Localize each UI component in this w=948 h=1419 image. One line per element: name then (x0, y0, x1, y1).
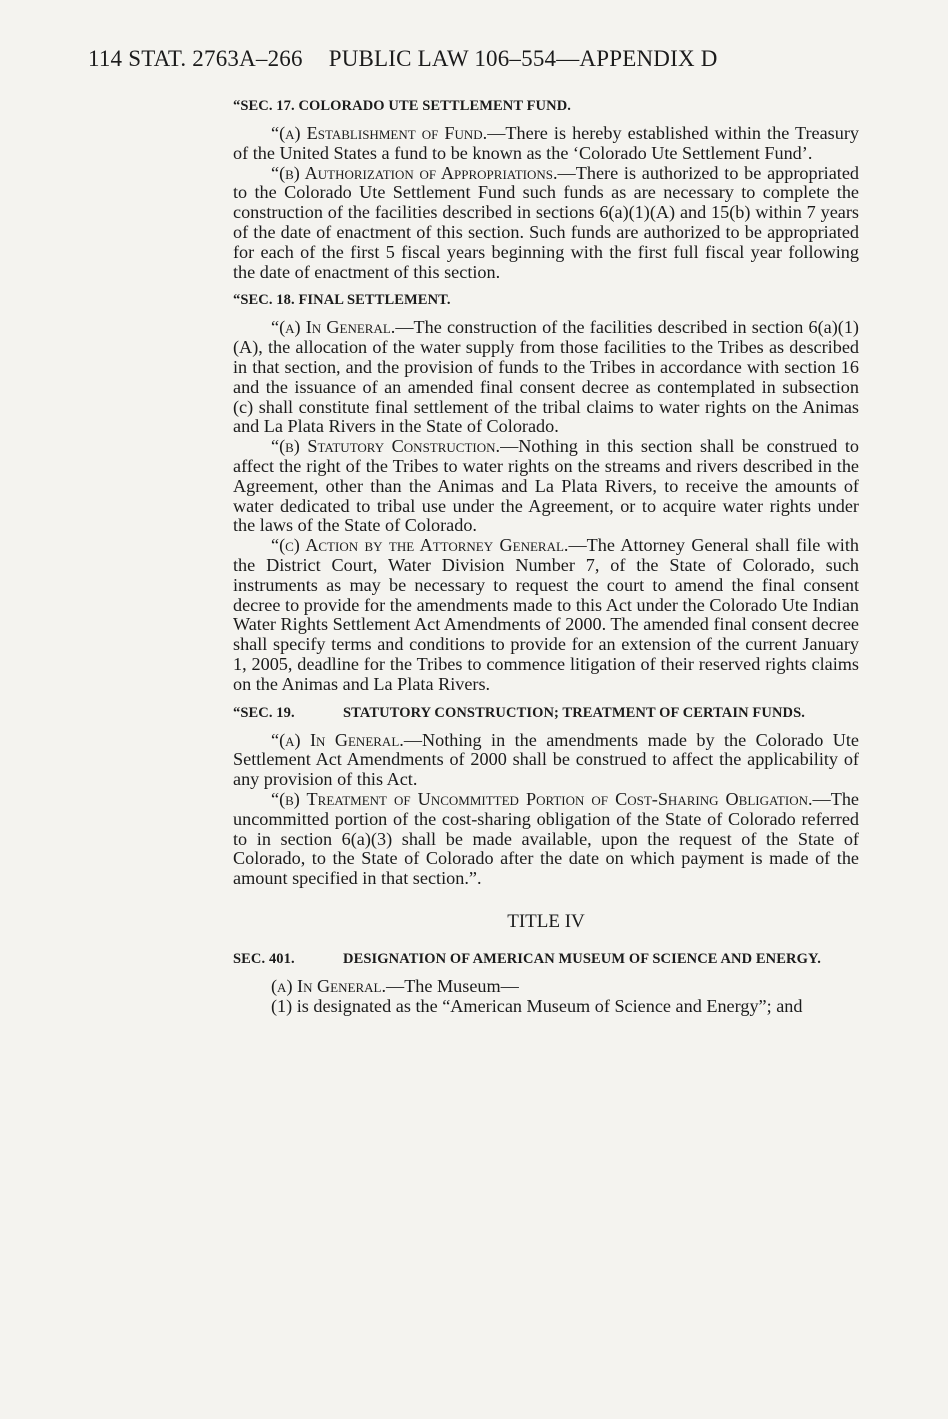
law-title: PUBLIC LAW 106–554—APPENDIX D (328, 46, 718, 71)
section-18-heading: “SEC. 18. FINAL SETTLEMENT. (233, 292, 451, 309)
section-17-a (233, 124, 859, 164)
subsection-text: —Nothing in this section shall be construed to affect the right of the Tribes to water rights on the streams and rivers described in the Agreement, other than the Animas and La Plata Rivers, to receive the amounts of water dedicated to tribal use under the Agreement, or to acquire water rights under the laws of the State of Colorado. (233, 436, 859, 536)
subsection-text: —The uncommitted portion of the cost-sharing obligation of the State of Colorado referred to in section 6(a)(3) shall be made available, upon the request of the State of Colorado, to the State of Colorado after the date on which payment is made of the amount specified in that section.”. (233, 788, 859, 889)
subsection-heading: “(a) In General. (271, 729, 404, 750)
section-19-a (233, 731, 859, 790)
section-401-a-1: (1) is designated as the “American Museum of Science and Energy”; and (271, 995, 803, 1016)
body-text (233, 96, 859, 1016)
section-title: DESIGNATION OF AMERICAN MUSEUM OF SCIENCE AND ENERGY. (343, 950, 821, 967)
section-19-heading (233, 703, 859, 723)
title-heading: TITLE IV (507, 910, 585, 932)
section-18-c (233, 536, 859, 694)
subsection-heading: (a) In General. (271, 975, 386, 996)
section-17-b (233, 164, 859, 283)
subsection-heading: “(a) Establishment of Fund. (271, 123, 488, 143)
section-number: SEC. 401. (233, 950, 295, 967)
section-title: STATUTORY CONSTRUCTION; TREATMENT OF CERTAIN FUNDS. (343, 704, 805, 721)
subsection-text: —Nothing in the amendments made by the Colorado Ute Settlement Act Amendments of 2000 shall be construed to affect the applicability of any provision of this Act. (233, 729, 859, 790)
subsection-heading: “(b) Treatment of Uncommitted Portion of Cost-Sharing Obligation. (271, 788, 813, 809)
subsection-heading: “(b) Statutory Construction. (271, 436, 501, 457)
section-18-a (233, 318, 859, 437)
section-401-heading (233, 949, 859, 969)
subsection-heading: “(b) Authorization of Appropriations. (271, 162, 558, 183)
section-17-heading: “SEC. 17. COLORADO UTE SETTLEMENT FUND. (233, 98, 571, 114)
section-401-a (233, 977, 859, 997)
subsection-text: —The Museum— (386, 975, 519, 996)
stat-citation: 114 STAT. 2763A–266 (88, 46, 303, 71)
subsection-heading: “(c) Action by the Attorney General. (271, 535, 569, 556)
subsection-text: —There is authorized to be appropriated to the Colorado Ute Settlement Fund such funds as are necessary to complete the construction of the facilities described in sections 6(a)(1)(A) and 15(b) within 7 years of the date of enactment of this section. Such funds are authorized to be appropriated for each of the first 5 fiscal years beginning with the first full fiscal year following the date of enactment of this section. (233, 162, 859, 282)
running-head (88, 46, 718, 72)
section-19-b (233, 790, 859, 889)
subsection-text: —The construction of the facilities described in section 6(a)(1)(A), the allocation of the water supply from those facilities to the Tribes as described in that section, and the provision of funds to the Tribes in accordance with section 16 and the issuance of an amended final consent decree as contemplated in subsection (c) shall constitute final settlement of the tribal claims to water rights on the Animas and La Plata Rivers in the State of Colorado. (233, 317, 859, 437)
section-number: “SEC. 19. (233, 704, 295, 721)
subsection-heading: “(a) In General. (271, 317, 396, 338)
subsection-text: —There is hereby established within the Treasury of the United States a fund to be known as the ‘Colorado Ute Settlement Fund’. (233, 123, 859, 163)
subsection-text: —The Attorney General shall file with the District Court, Water Division Number 7, of the State of Colorado, such instruments as may be necessary to request the court to amend the final consent decree to provide for the amendments made to this Act under the Colorado Ute Indian Water Rights Settlement Act Amendments of 2000. The amended final consent decree shall specify terms and conditions to provide for an extension of the current January 1, 2005, deadline for the Tribes to commence litigation of their reserved rights claims on the Animas and La Plata Rivers. (233, 535, 859, 694)
section-18-b (233, 437, 859, 536)
